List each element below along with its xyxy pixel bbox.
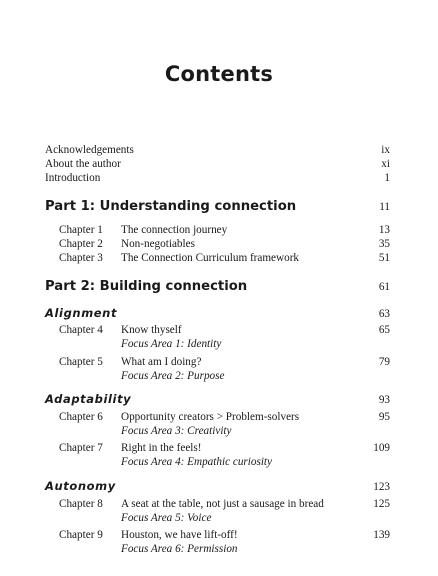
focus-area: Focus Area 2: Purpose — [121, 370, 225, 382]
part-heading[interactable] — [45, 200, 390, 214]
chapter-entry[interactable] — [59, 323, 390, 337]
toc-entry[interactable] — [45, 171, 390, 185]
chapter-entry[interactable] — [59, 355, 390, 369]
entry-title: Introduction — [45, 172, 101, 184]
chapter-label: Chapter 9 — [59, 529, 103, 541]
entry-title: About the author — [45, 158, 121, 170]
toc-entry[interactable] — [45, 143, 390, 157]
chapter-label: Chapter 1 — [59, 224, 103, 236]
section-heading[interactable] — [45, 479, 390, 494]
focus-area: Focus Area 6: Permission — [121, 543, 238, 555]
chapter-entry[interactable] — [59, 441, 390, 455]
page-number: 1 — [384, 172, 390, 184]
chapter-label: Chapter 8 — [59, 498, 103, 510]
chapter-title: Right in the feels! — [121, 442, 202, 454]
chapter-label: Chapter 6 — [59, 411, 103, 423]
focus-area: Focus Area 4: Empathic curiosity — [121, 456, 273, 468]
focus-area: Focus Area 3: Creativity — [121, 425, 232, 437]
chapter-title: Opportunity creators > Problem-solvers — [121, 411, 300, 423]
chapter-label: Chapter 3 — [59, 252, 103, 264]
chapter-label: Chapter 2 — [59, 238, 103, 250]
page-number: xi — [381, 158, 390, 170]
page-number: 139 — [373, 529, 390, 541]
chapter-label: Chapter 5 — [59, 356, 103, 368]
toc-entry[interactable] — [45, 157, 390, 171]
page-number: 65 — [378, 324, 390, 336]
page-number: 123 — [373, 481, 390, 493]
page-number: 63 — [378, 308, 390, 320]
page-number: 109 — [373, 442, 390, 454]
chapter-label: Chapter 4 — [59, 324, 103, 336]
chapter-entry[interactable] — [59, 497, 390, 511]
page-number: 51 — [378, 252, 390, 264]
part-heading[interactable] — [45, 280, 390, 294]
chapter-title: What am I doing? — [121, 356, 202, 368]
page-number: 93 — [378, 394, 390, 406]
part-title: Part 2: Building connection — [45, 279, 248, 294]
focus-area: Focus Area 5: Voice — [121, 512, 212, 524]
page-number: 61 — [378, 281, 390, 293]
section-heading[interactable] — [45, 392, 390, 407]
page-number: ix — [381, 144, 390, 156]
chapter-entry[interactable] — [59, 251, 390, 265]
page-number: 79 — [378, 356, 390, 368]
section-title: Alignment — [45, 306, 118, 320]
chapter-entry[interactable] — [59, 410, 390, 424]
chapter-title: Non-negotiables — [121, 238, 195, 250]
chapter-title: A seat at the table, not just a sausage in bread — [121, 498, 324, 510]
page-number: 95 — [378, 411, 390, 423]
page-number: 11 — [379, 201, 390, 213]
part-title: Part 1: Understanding connection — [45, 199, 297, 214]
chapter-entry[interactable] — [59, 528, 390, 542]
chapter-title: Know thyself — [121, 324, 182, 336]
section-title: Autonomy — [45, 479, 116, 493]
entry-title: Acknowledgements — [45, 144, 134, 156]
page-number: 35 — [378, 238, 390, 250]
section-heading[interactable] — [45, 306, 390, 321]
page-number: 13 — [378, 224, 390, 236]
chapter-title: The Connection Curriculum framework — [121, 252, 300, 264]
chapter-entry[interactable] — [59, 237, 390, 251]
chapter-title: The connection journey — [121, 224, 228, 236]
chapter-label: Chapter 7 — [59, 442, 103, 454]
section-title: Adaptability — [45, 392, 132, 406]
page-title: Contents — [164, 62, 274, 86]
page-number: 125 — [373, 498, 390, 510]
chapter-title: Houston, we have lift-off! — [121, 529, 238, 541]
chapter-entry[interactable] — [59, 223, 390, 237]
focus-area: Focus Area 1: Identity — [121, 338, 222, 350]
